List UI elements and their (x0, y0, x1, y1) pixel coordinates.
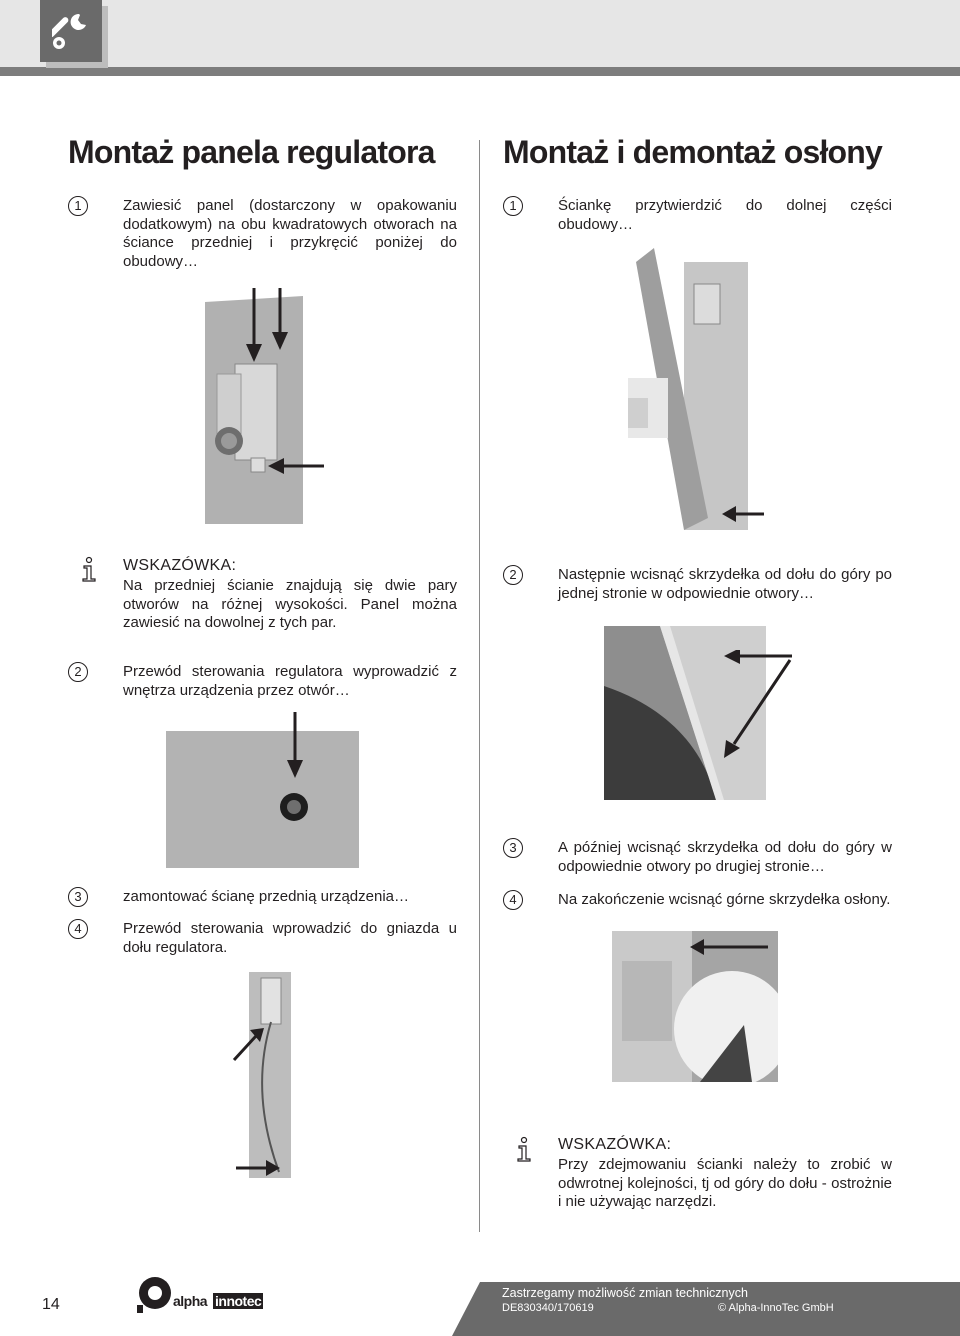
left-page-title: Montaż panela regulatora (68, 134, 435, 170)
right-step-2-text: Następnie wcisnąć skrzydełka od dołu do góry po jednej stronie w odpowiednie otwory… (558, 566, 892, 602)
footer-notice: Zastrzegamy możliwość zmian technicznych (502, 1286, 748, 1300)
logo-text-a: alpha (173, 1293, 208, 1309)
right-step-number-3: 3 (503, 838, 523, 858)
step-number-3: 3 (68, 887, 88, 907)
footer-doc-id: DE830340/170619 (502, 1302, 594, 1314)
right-step-4-text: Na zakończenie wcisnąć górne skrzydełka osłony. (558, 891, 891, 908)
right-step-number-1: 1 (503, 196, 523, 216)
left-step-4-text: Przewód sterowania wprowadzić do gniazda u dołu regulatora. (123, 920, 457, 956)
right-step-1-text: Ściankę przytwierdzić do dolnej części obudowy… (558, 197, 892, 233)
info-icon (80, 556, 98, 582)
right-step-3-text: A później wcisnąć skrzydełka od dołu do góry w odpowiednie otwory po drugiej stronie… (558, 839, 892, 875)
right-step-number-4: 4 (503, 890, 523, 910)
step-number-2: 2 (68, 662, 88, 682)
photo-1-arrows (240, 284, 330, 484)
left-step-3-text: zamontować ścianę przednią urządzenia… (123, 888, 409, 905)
company-logo (137, 1275, 261, 1315)
header-bar (0, 0, 960, 70)
photo-6-arrow (688, 936, 770, 958)
page-number: 14 (42, 1296, 60, 1313)
left-hint-title: WSKAZÓWKA: (123, 557, 237, 574)
left-hint-text: Na przedniej ścianie znajdują się dwie pary otworów na różnej wysokości. Panel można zawiesić na dowolnej z tych par. (123, 577, 457, 631)
photo-cable-hole (166, 731, 359, 868)
step-number-4: 4 (68, 919, 88, 939)
photo-5-arrows (704, 650, 796, 760)
photo-attach-cover (628, 248, 748, 530)
info-icon (515, 1136, 533, 1162)
header-rule (0, 67, 960, 76)
right-step-number-2: 2 (503, 565, 523, 585)
photo-4-arrow (720, 504, 766, 524)
footer-copyright: © Alpha-InnoTec GmbH (718, 1302, 834, 1314)
tools-badge (40, 0, 102, 62)
right-hint-title: WSKAZÓWKA: (558, 1136, 672, 1153)
right-hint-text: Przy zdejmowaniu ścianki należy to zrobić w odwrotnej kolejności, tj od góry do dołu - ostrożnie i nie używając narzędzi. (558, 1156, 892, 1210)
step-number-1: 1 (68, 196, 88, 216)
photo-3-arrows (230, 1018, 280, 1178)
column-divider (479, 140, 480, 1232)
logo-text-b: innotec (215, 1293, 262, 1309)
left-step-2-text: Przewód sterowania regulatora wyprowadzić z wnętrza urządzenia przez otwór… (123, 663, 457, 699)
right-page-title: Montaż i demontaż osłony (503, 134, 883, 170)
photo-2-arrow (286, 712, 304, 782)
wrench-icon (52, 10, 90, 50)
left-step-1-text: Zawiesić panel (dostarczony w opakowaniu dodatkowym) na obu kwadratowych otworach na ściance przedniej i przykręcić poniżej do obudowy… (123, 197, 457, 270)
